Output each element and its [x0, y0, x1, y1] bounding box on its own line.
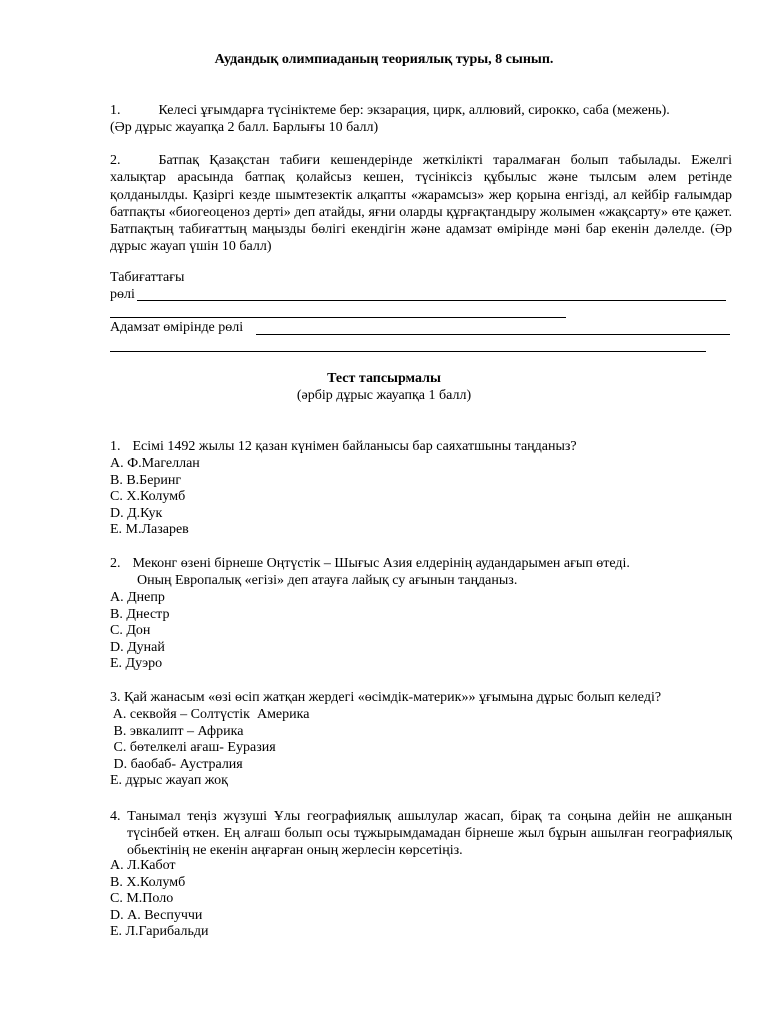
page-title: Аудандық олимпиаданың теориялық туры, 8 сынып. — [214, 52, 554, 67]
question-4-option-a[interactable]: A. Л.Кабот — [110, 858, 176, 873]
question-4-option-b[interactable]: B. Х.Колумб — [110, 874, 186, 890]
nature-role-label-line1: Табиғаттағы — [110, 270, 185, 285]
question-2 — [110, 556, 630, 573]
question-1-option-b[interactable]: B. В.Беринг — [110, 472, 182, 488]
question-3-option-d[interactable]: D. баобаб- Аустралия — [110, 756, 243, 772]
question-4-option-c[interactable]: C. М.Поло — [110, 891, 174, 907]
nature-role-answer-line-1[interactable] — [137, 300, 726, 301]
task-2-number: 2. — [110, 153, 121, 168]
question-3-text: 3. Қай жанасым «өзі өсіп жатқан жердегі «өсімдік-материк»» ұғымына дұрыс болып келеді? — [110, 690, 662, 705]
question-1-text: Есімі 1492 жылы 12 қазан күнімен байланысы бар саяхатшыны таңданыз? — [132, 439, 577, 454]
human-role-answer-line-2[interactable] — [110, 351, 706, 352]
question-2-option-c[interactable]: C. Дон — [110, 623, 151, 639]
task-1 — [110, 103, 670, 120]
question-2-option-b[interactable]: B. Днестр — [110, 606, 170, 622]
question-2-options — [110, 590, 169, 673]
question-2-number: 2. — [110, 556, 121, 571]
question-1 — [110, 439, 577, 456]
test-section-title: Тест тапсырмалы — [327, 371, 441, 386]
question-1-options — [110, 456, 200, 539]
human-role-answer-line-1[interactable] — [256, 334, 730, 335]
human-role-label: Адамзат өмірінде рөлі — [110, 320, 244, 335]
nature-role-label-line2: рөлі — [110, 287, 135, 302]
task-1-number: 1. — [110, 103, 121, 118]
question-1-option-e[interactable]: E. М.Лазарев — [110, 522, 189, 538]
question-2-option-d[interactable]: D. Дунай — [110, 639, 165, 655]
task-2 — [110, 152, 732, 256]
question-1-option-c[interactable]: C. Х.Колумб — [110, 489, 186, 505]
question-3-options — [110, 707, 309, 790]
question-1-option-a[interactable]: A. Ф.Магеллан — [110, 456, 200, 471]
question-3-option-e[interactable]: E. дұрыс жауап жоқ — [110, 773, 228, 789]
question-2-option-e[interactable]: E. Дуэро — [110, 656, 163, 672]
task-1-score: (Әр дұрыс жауапқа 2 балл. Барлығы 10 балл) — [110, 120, 379, 135]
question-2-option-a[interactable]: A. Днепр — [110, 590, 165, 605]
question-4-option-d[interactable]: D. А. Веспуччи — [110, 907, 203, 923]
question-1-number: 1. — [110, 439, 121, 454]
nature-role-answer-line-2[interactable] — [110, 317, 566, 318]
question-2-text-line2: Оның Европалық «егізі» деп атауға лайық су ағынын таңданыз. — [137, 573, 518, 588]
question-2-text-line1: Меконг өзені бірнеше Оңтүстік – Шығыс Азия елдерінің аудандарымен ағып өтеді. — [132, 556, 630, 571]
question-4-text: 4. Танымал теңіз жүзуші Ұлы географиялық ашылулар жасап, бірақ та соңына дейін не ашқанын түсінбей өткен. Ең алғаш болып осы тұжырымдамадан бірнеше жыл бұрын ашылған географиялық обьектінің не екенін аңғарған оның жерлесін көрсетіңіз. — [110, 809, 732, 858]
question-3-option-c[interactable]: C. бөтелкелі ағаш- Еуразия — [110, 740, 276, 756]
question-1-option-d[interactable]: D. Д.Кук — [110, 505, 163, 521]
task-1-text: Келесі ұғымдарға түсініктеме бер: экзарация, цирк, аллювий, сирокко, саба (межень). — [158, 103, 670, 118]
question-3-option-a[interactable]: A. секвойя – Солтүстік Америка — [110, 707, 310, 722]
task-2-text: Батпақ Қазақстан табиғи кешендерінде жеткілікті таралмаған болып табылады. Ежелгі халықтар арасында батпақ қолайсыз кешен, түсініксіз құбылыс және тылсым әлем ретінде қолданылды. Қазіргі кезде шымтезектік алқапты «жарамсыз» жер қорына енгізді, ал кейбір ғалымдар батпақты «биогеоценоз дерті» деп атайды, яғни оларды құрғақтандыру жолымен «жақсарту» өте қажет. Батпақтың табиғаттың маңызды бөлігі екендігін және адамзат өмірінде мәні бар екенін дәлелде. (Әр дұрыс жауап үшін 10 балл) — [110, 153, 732, 255]
question-4-option-e[interactable]: E. Л.Гарибальди — [110, 924, 209, 940]
test-section-subtitle: (әрбір дұрыс жауапқа 1 балл) — [296, 388, 472, 403]
question-4-options — [110, 858, 208, 941]
question-3-option-b[interactable]: B. эвкалипт – Африка — [110, 723, 244, 739]
